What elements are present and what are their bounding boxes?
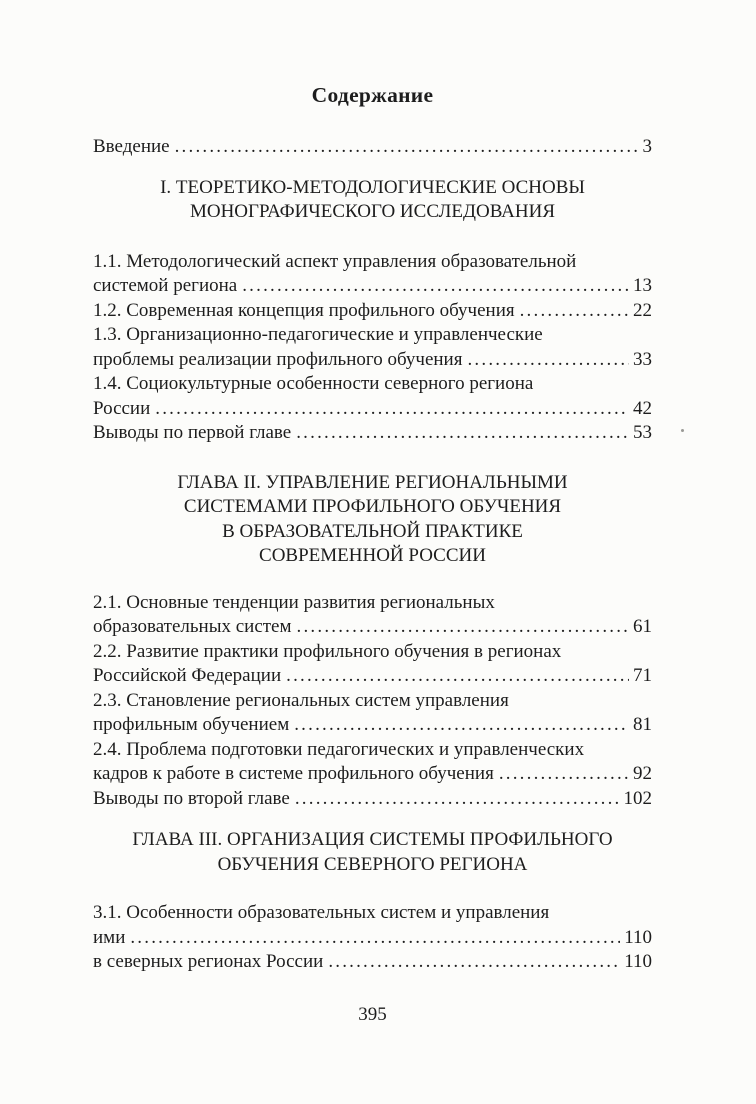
toc-page-number: 92 [633,763,652,784]
toc-entry [93,323,652,348]
chapter-heading-1 [93,176,652,225]
toc-entry [93,250,652,275]
toc-entry [93,615,652,640]
chapter-2-entries [93,591,652,812]
chapter-3-entries [93,901,652,975]
chapter-heading-line: ГЛАВА II. УПРАВЛЕНИЕ РЕГИОНАЛЬНЫМИ [177,471,568,493]
dot-leader [499,762,629,787]
toc-entry [93,348,652,373]
chapter-heading-line: СИСТЕМАМИ ПРОФИЛЬНОГО ОБУЧЕНИЯ [183,496,562,517]
toc-entry [93,591,652,616]
page-title: Содержание [311,83,434,107]
toc-entry-text: в северных регионах России [93,951,324,972]
toc-page-number: 13 [633,275,652,296]
toc-entry [93,689,652,714]
toc-entry-text: 3.1. Особенности образовательных систем и управления [93,902,550,923]
dot-leader [467,348,629,373]
toc-entry-text: профильным обучением [93,714,290,735]
toc-entry [93,713,652,738]
dot-leader [175,135,639,160]
dot-leader [296,421,629,446]
chapter-heading-line: I. ТЕОРЕТИКО-МЕТОДОЛОГИЧЕСКИЕ ОСНОВЫ [160,176,585,198]
toc-entry-text: 1.3. Организационно-педагогические и управленческие [93,324,543,345]
toc-page-number: 3 [642,136,652,157]
chapter-1-entries [93,250,652,446]
toc-entry-text: 1.4. Социокультурные особенности северного региона [93,373,534,394]
toc-entry-text: ими [93,926,126,948]
chapter-heading-3 [93,828,652,877]
toc-entry [93,397,652,422]
toc-entry [93,738,652,763]
toc-page-number: 33 [633,348,652,370]
dot-leader [297,615,629,640]
dot-leader [286,664,629,689]
chapter-heading-line: ГЛАВА III. ОРГАНИЗАЦИЯ СИСТЕМЫ ПРОФИЛЬНОГО [132,829,613,850]
dot-leader [328,950,620,975]
scan-artifact-dot [681,429,684,432]
toc-page-number: 110 [624,926,652,948]
dot-leader [155,397,629,422]
chapter-heading-2 [93,471,652,569]
toc-page-number: 22 [633,299,652,321]
toc-entry [93,299,652,324]
toc-entry-text: Выводы по первой главе [93,422,292,443]
chapter-heading-line: В ОБРАЗОВАТЕЛЬНОЙ ПРАКТИКЕ [222,520,523,542]
toc-entry-text: Введение [93,136,170,157]
chapter-heading-line: ОБУЧЕНИЯ СЕВЕРНОГО РЕГИОНА [217,853,528,875]
toc-entry [93,274,652,299]
dot-leader [295,787,620,812]
dot-leader [294,713,629,738]
toc-entry [93,372,652,397]
toc-page-number: 61 [633,616,652,637]
toc-entry-text: Выводы по второй главе [93,787,290,809]
dot-leader [130,926,620,951]
toc-entry [93,640,652,665]
dot-leader [520,299,629,324]
toc-entry [93,664,652,689]
toc-entry [93,901,652,926]
folio-page-number: 395 [358,1003,387,1025]
toc-entry-text: проблемы реализации профильного обучения [93,348,463,370]
chapter-heading-line: МОНОГРАФИЧЕСКОГО ИССЛЕДОВАНИЯ [189,201,556,222]
toc-entry-text: образовательных систем [93,616,292,637]
toc-page-number: 102 [623,787,652,809]
toc-page-number: 81 [633,714,652,735]
chapter-heading-line: СОВРЕМЕННОЙ РОССИИ [259,545,486,566]
toc-entry-text: 2.3. Становление региональных систем управления [93,689,509,711]
toc-entry-text: кадров к работе в системе профильного обучения [93,763,494,784]
toc-entry-text: 2.1. Основные тенденции развития региональных [93,591,495,613]
toc-entry-text: Российской Федерации [93,665,282,686]
toc-entry-text: 1.1. Методологический аспект управления образовательной [93,250,577,272]
table-of-contents [93,135,652,975]
toc-entry-text: России [93,397,151,419]
dot-leader [242,274,629,299]
toc-entry [93,762,652,787]
toc-entry-text: системой региона [93,275,238,296]
toc-entry-text: 1.2. Современная концепция профильного обучения [93,299,515,321]
toc-page-number: 53 [633,422,652,443]
toc-page-number: 42 [633,397,652,419]
toc-entry-text: 2.2. Развитие практики профильного обучения в регионах [93,640,562,662]
toc-entry [93,787,652,812]
toc-page-number: 71 [633,665,652,686]
toc-entry-introduction [93,135,652,160]
toc-entry [93,950,652,975]
toc-entry-text: 2.4. Проблема подготовки педагогических и управленческих [93,738,585,760]
toc-page-number: 110 [624,951,652,972]
toc-entry [93,926,652,951]
toc-entry [93,421,652,446]
